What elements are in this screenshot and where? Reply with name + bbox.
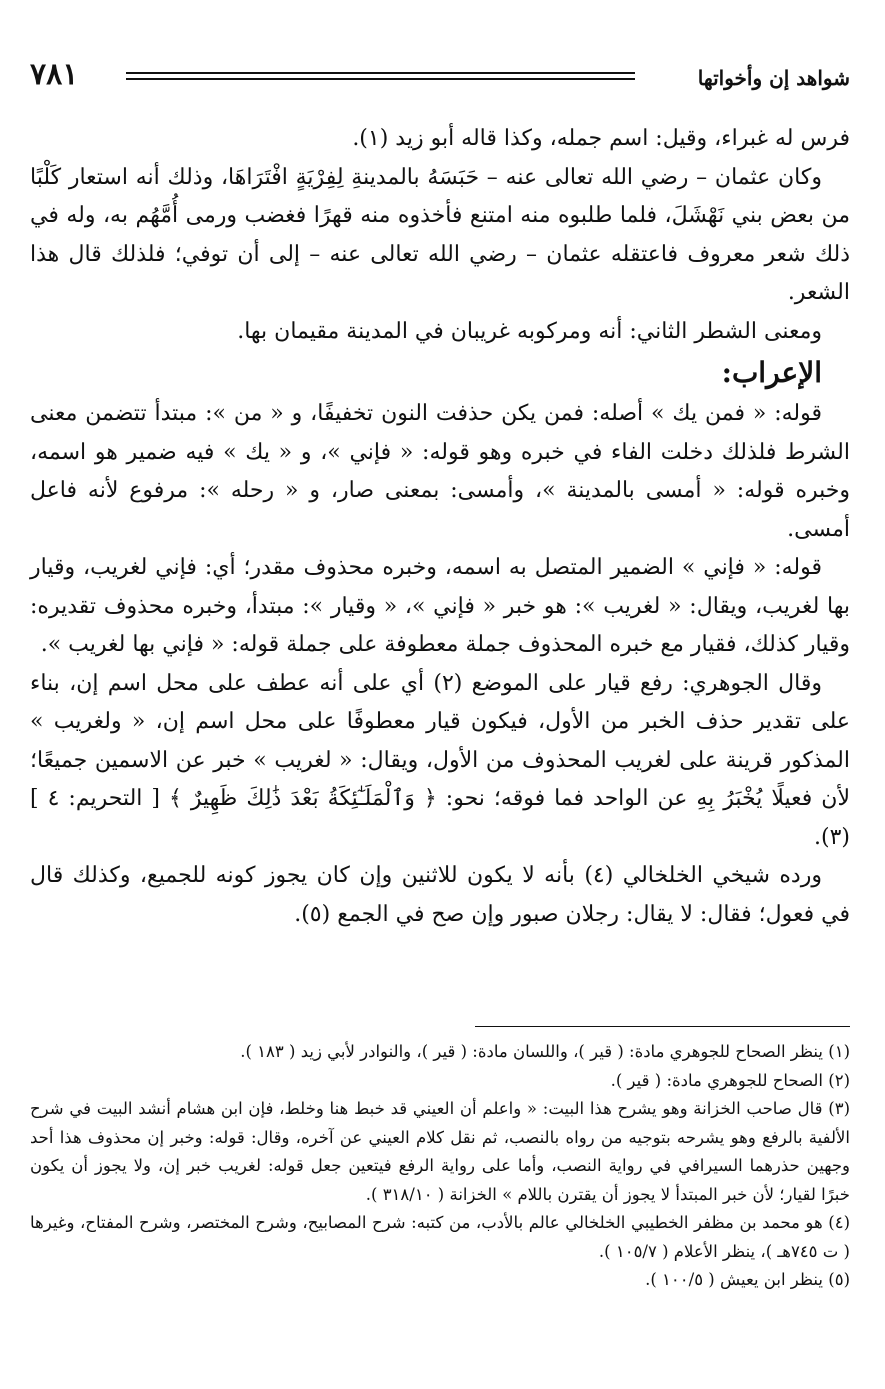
footnote: (١) ينظر الصحاح للجوهري مادة: ( قير )، واللسان مادة: ( قير )، والنوادر لأبي زيد ( ١٨٣ ).: [240, 1042, 850, 1061]
body-paragraph: ومعنى الشطر الثاني: أنه ومركوبه غريبان في المدينة مقيمان بها.: [237, 318, 822, 344]
footnote: (٢) الصحاح للجوهري مادة: ( قير ).: [610, 1070, 850, 1090]
header-rule: [126, 72, 635, 74]
page-header: [30, 58, 850, 102]
running-title: شواهد إن وأخواتها: [697, 66, 850, 90]
footnote: (٤) هو محمد بن مظفر الخطيبي الخلخالي عالم بالأدب، من كتبه: شرح المصابيح، وشرح المختصر، وشرح المفتاح، وغيرها ( ت ٧٤٥هـ )، ينظر الأعلام ( ١٠٥/٧ ).: [30, 1213, 850, 1261]
footnote: (٥) ينظر ابن يعيش ( ١٠٠/٥ ).: [645, 1270, 850, 1289]
footnote-separator: [475, 1026, 850, 1027]
section-heading: الإعراب:: [721, 356, 822, 389]
footnotes: [30, 1038, 850, 1295]
header-rule: [126, 78, 635, 80]
main-text: [30, 120, 850, 934]
footnote: (٣) قال صاحب الخزانة وهو يشرح هذا البيت: « واعلم أن العيني قد خبط هنا وخلط، فإن ابن هشام أنشد البيت في شرح الألفية بالرفع وهو يشرحه بتوجيه من رواه بالنصب، ثم نقل كلام العيني عن آخره، وقال: قوله: وخبر إن محذوف هذا أحد وجهين حذرهما السيرافي في رواية النصب، وأما على رواية الرفع فيتعين جعل قوله: لغريب خبر إن، ولا يجوز أن يكون خبرًا لقيار؛ لأن خبر المبتدأ لا يجوز أن يقترن باللام » الخزانة ( ٣١٨/١٠ ).: [30, 1099, 850, 1204]
analysis-paragraph: قوله: « فإني » الضمير المتصل به اسمه، وخبره محذوف مقدر؛ أي: فإني لغريب، وقيار بها لغريب، ويقال: « لغريب »: هو خبر « فإني »، « وقيار »: مبتدأ، وخبره محذوف تقديره: وقيار كذلك، فقيار مع خبره المحذوف جملة معطوفة على جملة قوله: « فإني بها لغريب ».: [30, 555, 850, 657]
analysis-paragraph: قوله: « فمن يك » أصله: فمن يكن حذفت النون تخفيفًا، و « من »: مبتدأ تتضمن معنى الشرط فلذلك دخلت الفاء في خبره وهو قوله: « فإني »، و « يك » فيه ضمير هو اسمه، وخبره قوله: « أمسى بالمدينة »، وأمسى: بمعنى صار، و « رحله »: مرفوع لأنه فاعل أمسى.: [30, 401, 850, 542]
body-paragraph: وكان عثمان – رضي الله تعالى عنه – حَبَسَهُ بالمدينةِ لِفِرْيَةٍ افْتَرَاهَا، وذلك أنه استعار كَلْبًا من بعض بني نَهْشَلَ، فلما طلبوه منه امتنع فأخذوه منه قهرًا فغضب ورمى أُمَّهُم به، وله في ذلك شعر معروف فاعتقله عثمان – رضي الله تعالى عنه – إلى أن توفي؛ فلذلك قال هذا الشعر.: [30, 164, 850, 305]
page-number: ٧٨١: [30, 57, 79, 92]
analysis-paragraph: وقال الجوهري: رفع قيار على الموضع (٢) أي على أنه عطف على محل اسم إن، بناء على تقدير حذف الخبر من الأول، فيكون قيار معطوفًا على محل اسم إن، « ولغريب » المذكور قرينة على لغريب المحذوف من الأول، ويقال: « لغريب » خبر عن الاسمين جميعًا؛ لأن فعيلًا يُخْبَرُ بِهِ عن الواحد فما فوقه؛ نحو: ﴿ وَٱلْمَلَـٰٓئِكَةُ بَعْدَ ذَٰلِكَ ظَهِيرٌ ﴾ [ التحريم: ٤ ] (٣).: [30, 670, 850, 850]
analysis-paragraph: ورده شيخي الخلخالي (٤) بأنه لا يكون للاثنين وإن كان يجوز كونه للجميع، وكذلك قال في فعول؛ فقال: لا يقال: رجلان صبور وإن صح في الجمع (٥).: [30, 863, 850, 927]
body-paragraph: فرس له غبراء، وقيل: اسم جمله، وكذا قاله أبو زيد (١).: [352, 126, 850, 151]
